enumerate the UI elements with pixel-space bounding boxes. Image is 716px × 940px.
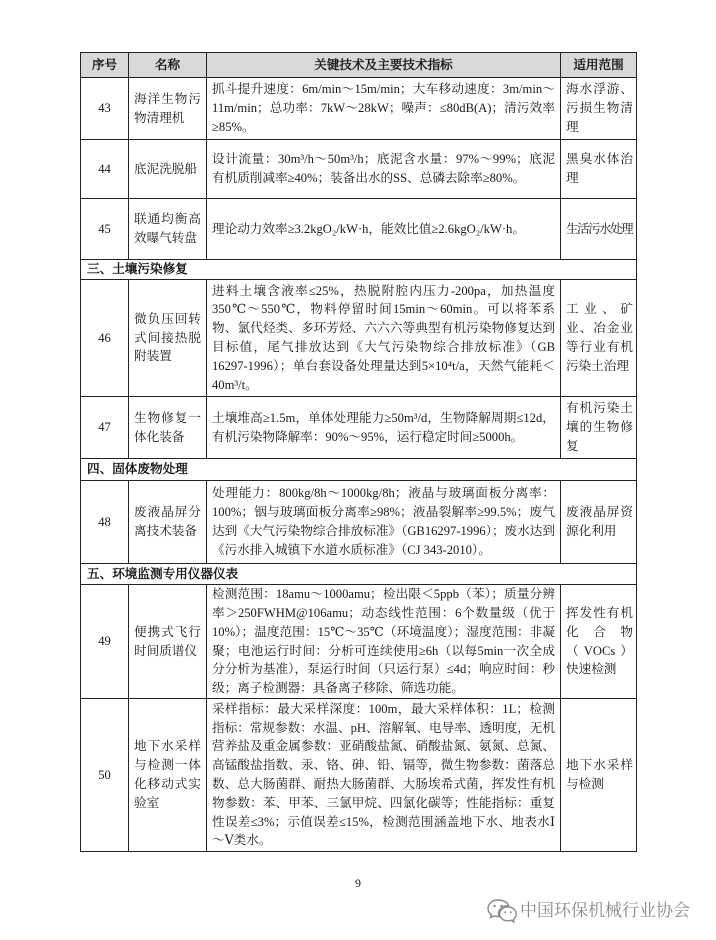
item-scope-cell bbox=[561, 199, 637, 260]
item-number: 48 bbox=[81, 481, 129, 564]
item-scope: 地下水采样与检测 bbox=[561, 699, 637, 852]
item-specs: 进料土壤含液率≤25%，热脱附腔内压力-200pa，加热温度350℃～550℃，物料停留时间15min～60min。可以将苯系物、氯代烃类、多环芳烃、六六六等典型有机污染物修复达到目标值，尾气排放达到《大气污染物综合排放标准》（GB 16297-1996）；单台套设备处理量达到5×10⁴t/a，天然气能耗＜40m³/t。 bbox=[207, 280, 561, 397]
section-heading: 四、固体废物处理 bbox=[81, 459, 637, 481]
wechat-icon bbox=[487, 898, 517, 924]
item-scope: 挥发性有机化合物（VOCs）快速检测 bbox=[561, 585, 637, 699]
item-name: 废液晶屏分离技术装备 bbox=[129, 481, 207, 564]
table-row bbox=[81, 78, 637, 140]
section-heading: 五、环境监测专用仪器仪表 bbox=[81, 564, 637, 585]
item-name: 底泥洗脱船 bbox=[129, 140, 207, 199]
item-scope: 废液晶屏资源化利用 bbox=[561, 481, 637, 564]
header-scope: 适用范围 bbox=[561, 53, 637, 78]
item-specs: 抓斗提升速度：6m/min～15m/min；大车移动速度：3m/min～11m/min；总功率：7kW～28kW；噪声：≤80dB(A)；清污效率≥85%。 bbox=[207, 78, 561, 140]
item-name: 海洋生物污物清理机 bbox=[129, 78, 207, 140]
table-row bbox=[81, 140, 637, 199]
page-number: 9 bbox=[355, 876, 361, 890]
item-number: 45 bbox=[81, 199, 129, 260]
header-name: 名称 bbox=[129, 53, 207, 78]
section-row bbox=[81, 260, 637, 280]
item-number: 44 bbox=[81, 140, 129, 199]
item-scope: 海水浮游、污损生物清理 bbox=[561, 78, 637, 140]
header-number: 序号 bbox=[81, 53, 129, 78]
table-row bbox=[81, 397, 637, 459]
equipment-table bbox=[80, 52, 637, 852]
section-heading: 三、土壤污染修复 bbox=[81, 260, 637, 280]
table-header-row bbox=[81, 53, 637, 78]
item-number: 50 bbox=[81, 699, 129, 852]
item-number: 43 bbox=[81, 78, 129, 140]
item-specs: 理论动力效率≥3.2kgO₂/kW·h，能效比值≥2.6kgO₂/kW·h。 bbox=[207, 199, 561, 260]
table-row bbox=[81, 280, 637, 397]
item-specs: 处理能力：800kg/8h～1000kg/8h；液晶与玻璃面板分离率：100%；铟与玻璃面板分离率≥98%；液晶裂解率≥99.5%；废气达到《大气污染物综合排放标准》（GB16297-1996）；废水达到《污水排入城镇下水道水质标准》（CJ 343-2010）。 bbox=[207, 481, 561, 564]
item-scope: 生活污水处理 bbox=[566, 221, 632, 236]
section-row bbox=[81, 459, 637, 481]
item-scope: 工业、矿业、冶金业等行业有机污染土治理 bbox=[561, 280, 637, 397]
header-specs: 关键技术及主要技术指标 bbox=[207, 53, 561, 78]
item-name: 生物修复一体化装备 bbox=[129, 397, 207, 459]
item-specs: 土壤堆高≥1.5m，单体处理能力≥50m³/d，生物降解周期≤12d，有机污染物降解率：90%～95%，运行稳定时间≥5000h。 bbox=[207, 397, 561, 459]
item-scope: 有机污染土壤的生物修复 bbox=[561, 397, 637, 459]
table-row bbox=[81, 481, 637, 564]
watermark-text: 中国环保机械行业协会 bbox=[520, 901, 690, 921]
item-name: 微负压回转式间接热脱附装置 bbox=[129, 280, 207, 397]
item-number: 47 bbox=[81, 397, 129, 459]
section-row bbox=[81, 564, 637, 585]
item-specs: 设计流量：30m³/h～50m³/h；底泥含水量：97%～99%；底泥有机质削减率≥40%；装备出水的SS、总磷去除率≥80%。 bbox=[207, 140, 561, 199]
table-row bbox=[81, 699, 637, 852]
item-name: 联通均衡高效曝气转盘 bbox=[129, 199, 207, 260]
table-row bbox=[81, 199, 637, 260]
item-number: 46 bbox=[81, 280, 129, 397]
item-specs: 检测范围：18amu～1000amu；检出限＜5ppb（苯）；质量分辨率＞250FWHM@106amu；动态线性范围：6个数量级（优于10%）；温度范围：15℃～35℃（环境温度）；湿度范围：非凝聚；电池运行时间：分析可连续使用≥6h（以每5min一次全成分分析为基准），泵运行时间（只运行泵）≤4d；响应时间：秒级；离子检测器：具备离子移除、筛选功能。 bbox=[207, 585, 561, 699]
item-number: 49 bbox=[81, 585, 129, 699]
item-scope: 黑臭水体治理 bbox=[561, 140, 637, 199]
table-row bbox=[81, 585, 637, 699]
item-specs: 采样指标：最大采样深度：100m，最大采样体积：1L；检测指标：常规参数：水温、pH、溶解氧、电导率、透明度，无机营养盐及重金属参数：亚硝酸盐氮、硝酸盐氮、氨氮、总氮、高锰酸盐指数、汞、铬、砷、铅、镉等，微生物参数：菌落总数、总大肠菌群、耐热大肠菌群、大肠埃希式菌，挥发性有机物参数：苯、甲苯、三氯甲烷、四氯化碳等；性能指标：重复性误差≤3%；示值误差≤15%，检测范围涵盖地下水、地表水Ⅰ～Ⅴ类水。 bbox=[207, 699, 561, 852]
item-name: 便携式飞行时间质谱仪 bbox=[129, 585, 207, 699]
item-name: 地下水采样与检测一体化移动式实验室 bbox=[129, 699, 207, 852]
